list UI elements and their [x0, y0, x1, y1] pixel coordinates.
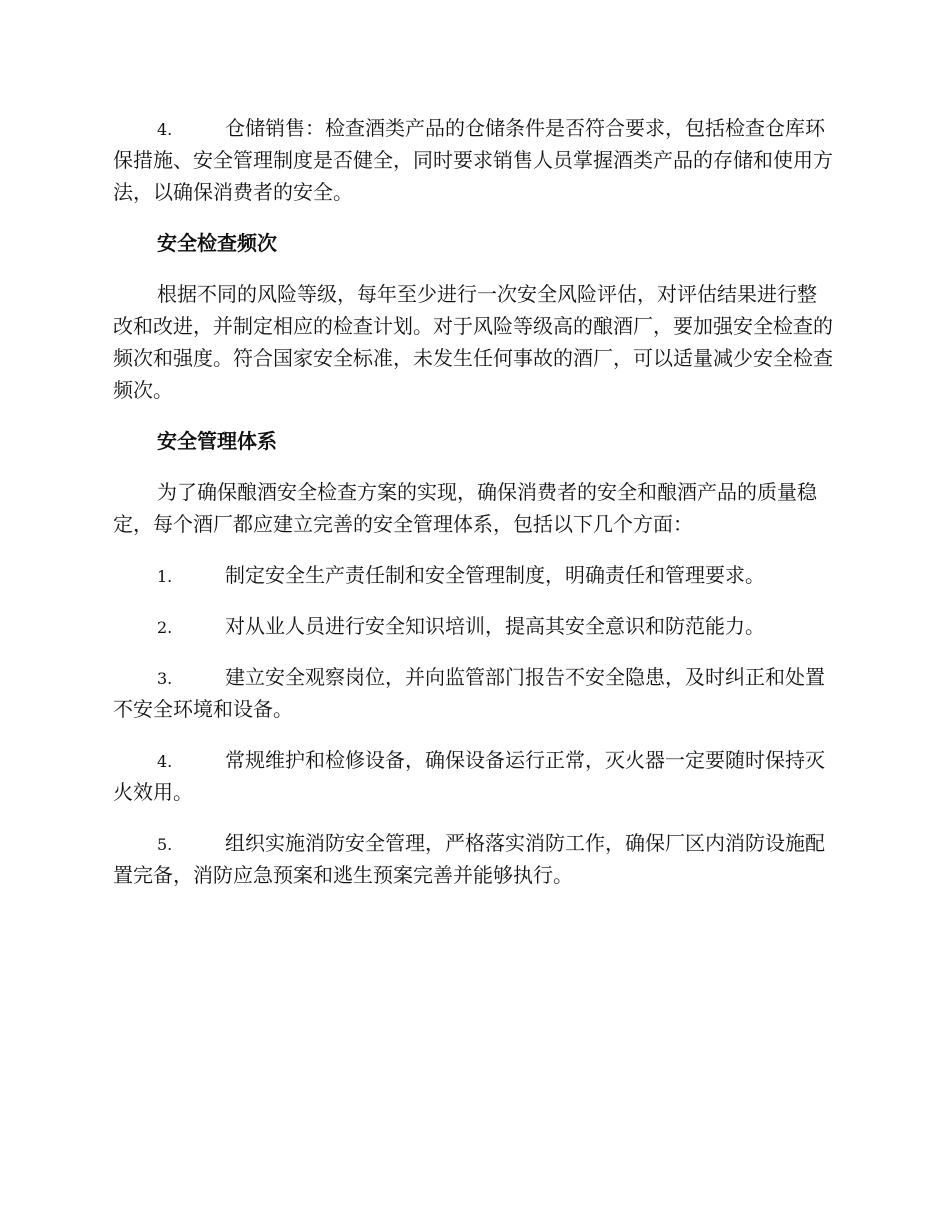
list-item: [113, 827, 835, 891]
list-item-number: 2.: [157, 618, 173, 637]
list-item-text: 制定安全生产责任制和安全管理制度，明确责任和管理要求。: [225, 563, 765, 587]
list-item-number: 3.: [157, 669, 173, 688]
list-item: [113, 610, 835, 642]
list-item-storage-sales: [113, 112, 835, 208]
list-item-number: 4.: [157, 120, 173, 139]
section-heading-inspection-frequency: 安全检查频次: [157, 231, 277, 255]
list-item-text: 常规维护和检修设备，确保设备运行正常，灭火器一定要随时保持灭火效用。: [113, 748, 825, 804]
paragraph-safety-management-intro: 为了确保酿酒安全检查方案的实现，确保消费者的安全和酿酒产品的质量稳定，每个酒厂都应建立完善的安全管理体系，包括以下几个方面：: [113, 480, 817, 536]
section-heading-safety-management-system: 安全管理体系: [157, 429, 277, 453]
document-body: [113, 112, 835, 910]
list-item-number: 5.: [157, 835, 173, 854]
list-item-text: 建立安全观察岗位，并向监管部门报告不安全隐患，及时纠正和处置不安全环境和设备。: [113, 665, 825, 721]
paragraph-inspection-frequency: 根据不同的风险等级，每年至少进行一次安全风险评估，对评估结果进行整改和改进，并制定相应的检查计划。对于风险等级高的酿酒厂，要加强安全检查的频次和强度。符合国家安全标准，未发生任何事故的酒厂，可以适量减少安全检查频次。: [113, 282, 833, 402]
list-item-number: 1.: [157, 567, 173, 586]
list-item-text: 仓储销售：检查酒类产品的仓储条件是否符合要求，包括检查仓库环保措施、安全管理制度是否健全，同时要求销售人员掌握酒类产品的存储和使用方法，以确保消费者的安全。: [113, 116, 833, 204]
list-item: [113, 559, 835, 591]
list-item-number: 4.: [157, 752, 173, 771]
list-item: [113, 744, 835, 808]
list-item-text: 对从业人员进行安全知识培训，提高其安全意识和防范能力。: [225, 614, 765, 638]
list-item-text: 组织实施消防安全管理，严格落实消防工作，确保厂区内消防设施配置完备，消防应急预案和逃生预案完善并能够执行。: [113, 831, 825, 887]
list-item: [113, 661, 835, 725]
